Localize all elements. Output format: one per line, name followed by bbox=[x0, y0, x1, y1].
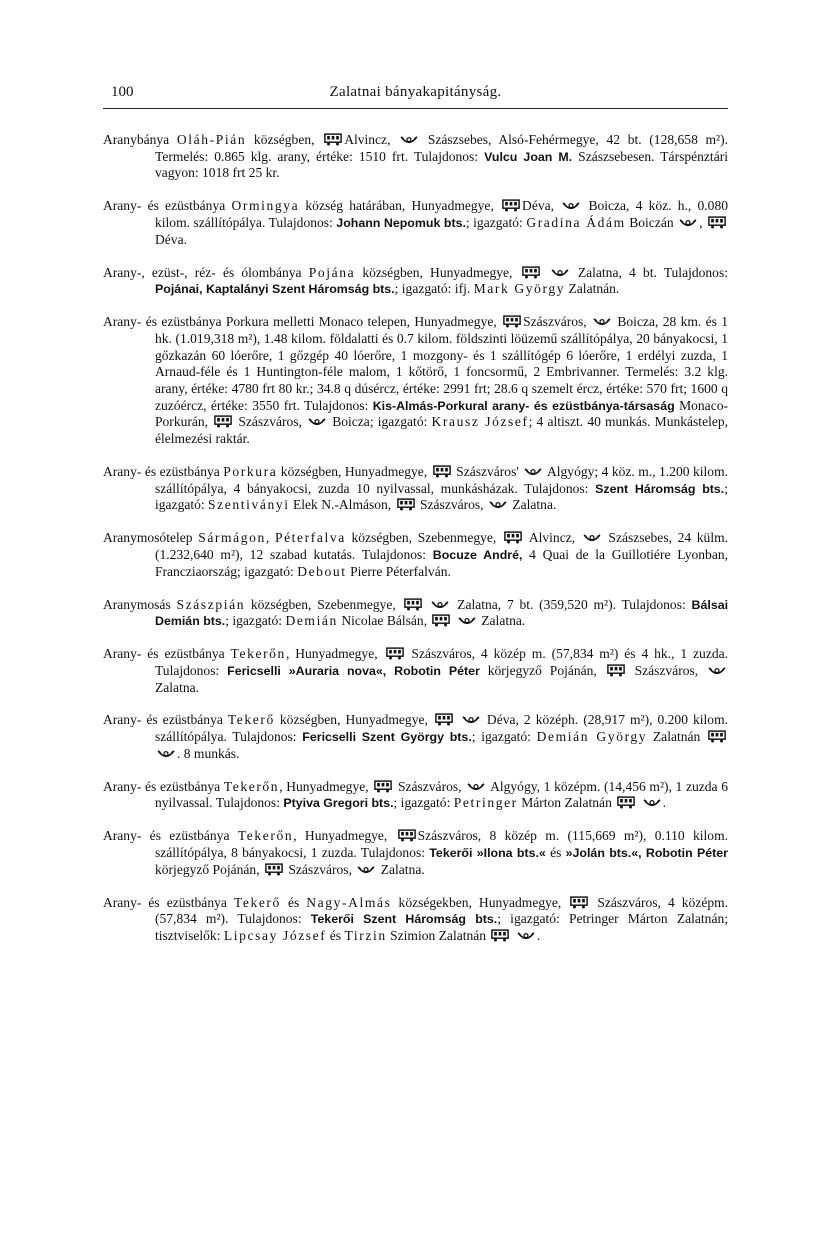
entry-text: , Hunyadmegye, bbox=[293, 828, 388, 844]
entry-lead: Arany- és ezüstbánya bbox=[103, 314, 222, 330]
entry-text: Zalatna, 4 bt. Tulajdonos: bbox=[577, 264, 728, 280]
entry-text: Szászváros, bbox=[419, 497, 484, 513]
entry-place: Ormingya bbox=[231, 198, 300, 214]
entry-person: Krausz József bbox=[431, 414, 529, 430]
entry-text: községben, Hunyadmegye, bbox=[279, 712, 428, 728]
entry-porkura bbox=[103, 464, 728, 514]
post-horn-icon bbox=[562, 201, 580, 212]
post-horn-icon bbox=[643, 798, 661, 809]
entry-text: . bbox=[536, 928, 541, 944]
entry-text: Boicza; igazgató: bbox=[332, 414, 428, 430]
entry-owner: Ptyiva Gregori bts. bbox=[283, 796, 394, 811]
entry-text: Szászváros, bbox=[523, 314, 587, 330]
entry-text: község határában, Hunyadmegye, bbox=[305, 198, 494, 214]
entry-text: Szimion Zalatnán bbox=[390, 928, 487, 944]
railway-station-icon bbox=[708, 730, 726, 743]
entry-lead: Arany- és ezüstbánya bbox=[103, 712, 223, 728]
entry-text: Zalatna, 7 bt. (359,520 m²). Tulajdonos: bbox=[457, 596, 686, 612]
entry-text: , Hunyadmegye, bbox=[285, 646, 378, 662]
entry-text: Alvincz, bbox=[528, 530, 576, 546]
entry-person: Petringer bbox=[453, 795, 518, 811]
entry-lead: Arany- és ezüstbánya bbox=[103, 464, 220, 479]
entry-person: Lipcsay József bbox=[223, 928, 327, 944]
post-horn-icon bbox=[467, 782, 485, 793]
entry-owner: »Jolán bts.«, Robotin Péter bbox=[565, 846, 728, 861]
entry-text: Szászváros, bbox=[397, 778, 462, 794]
page-header bbox=[103, 84, 728, 104]
entry-text: községekben, Hunyadmegye, bbox=[398, 894, 562, 910]
railway-station-icon bbox=[433, 465, 451, 478]
entry-szászpián bbox=[103, 597, 728, 630]
railway-station-icon bbox=[435, 713, 453, 726]
entry-text: Márton Zalatnán bbox=[521, 795, 612, 811]
entry-owner: Szent Háromság bts. bbox=[595, 481, 725, 496]
entry-pojána bbox=[103, 265, 728, 298]
entry-text: Szászsebesen. Társpénztári vagyon: 1018 frt 25 kr. bbox=[155, 148, 728, 181]
entry-text: Nicolae Bálsán, bbox=[341, 613, 428, 629]
entry-place: Sármágon bbox=[198, 530, 266, 546]
entry-place: Tekerőn bbox=[237, 828, 294, 844]
railway-station-icon bbox=[265, 863, 283, 876]
entry-lead: Arany- és ezüstbánya bbox=[103, 894, 227, 910]
entry-lead: Aranymosás bbox=[103, 596, 171, 612]
entry-text: ; igazgató: bbox=[471, 729, 531, 745]
entry-person: Demián György bbox=[536, 729, 648, 745]
entry-text: . bbox=[662, 795, 667, 811]
entry-text: Szászváros, bbox=[238, 414, 302, 430]
railway-station-icon bbox=[607, 664, 625, 677]
railway-station-icon bbox=[214, 415, 232, 428]
entry-text: Szászváros, bbox=[634, 662, 699, 678]
railway-station-icon bbox=[708, 216, 726, 229]
post-horn-icon bbox=[524, 467, 542, 478]
entry-person: Debout bbox=[297, 563, 347, 579]
entry-place: Oláh-Pián bbox=[176, 132, 247, 147]
entry-place: Nagy-Almás bbox=[306, 894, 392, 910]
entry-owner: Pojánai, Kaptalányi Szent Háromság bts. bbox=[155, 282, 395, 297]
entry-text: ; igazgató: bbox=[225, 613, 283, 629]
railway-station-icon bbox=[398, 829, 416, 842]
entry-text: ; igazgató: bbox=[465, 215, 523, 230]
entry-text: Zalatna. bbox=[155, 679, 200, 695]
entry-lead: Arany- és ezüstbánya bbox=[103, 198, 226, 214]
entry-tekerőn-4 bbox=[103, 828, 728, 878]
entry-text: Alvincz, bbox=[344, 132, 391, 147]
entry-text: községben, Szebenmegye, bbox=[250, 596, 396, 612]
entry-text: Szászsebes, Alsó-Fehérmegye, 42 bt. (128,658 m²). Termelés: 0.865 klg. arany, értéke: 1510 frt. Tulajdonos: bbox=[155, 132, 729, 164]
entry-text: Szászsebes, 24 külm. (1.232,640 m²), 12 szabad kutatás. Tulajdonos: bbox=[155, 530, 729, 562]
entry-place: Szászpián bbox=[176, 596, 246, 612]
post-horn-icon bbox=[431, 600, 449, 611]
entry-text: 4 Quai de la Guillotiére Lyonban, Francziaország; igazgató: bbox=[155, 547, 728, 579]
entry-text: és bbox=[287, 894, 300, 910]
railway-station-icon bbox=[522, 266, 540, 279]
post-horn-icon bbox=[400, 135, 418, 146]
entry-text: . 8 munkás. bbox=[177, 745, 240, 761]
entry-text: Zalatna. bbox=[380, 861, 425, 877]
entry-owner: Johann Nepomuk bts. bbox=[336, 216, 466, 230]
entry-tekerő-nagy-almás bbox=[103, 895, 728, 945]
entry-text: és bbox=[550, 845, 562, 861]
entry-text: Zalatnán. bbox=[568, 281, 620, 297]
entry-person: Tirzin bbox=[344, 928, 387, 944]
page-number: 100 bbox=[111, 84, 134, 100]
entry-lead: Arany- és ezüstbánya bbox=[103, 778, 221, 794]
entry-owner: Bálsai Demián bts. bbox=[155, 597, 729, 629]
entry-text: körjegyző Pojánán, bbox=[487, 662, 597, 678]
railway-station-icon bbox=[432, 614, 450, 627]
entry-text: Pierre Péterfalván. bbox=[350, 563, 451, 579]
entry-text: Elek N.-Almáson, bbox=[293, 497, 392, 513]
railway-station-icon bbox=[386, 647, 404, 660]
entry-text: Zalatnán bbox=[652, 729, 701, 745]
entry-lead: Aranybánya bbox=[103, 132, 170, 147]
entry-person: Gradina Ádám bbox=[526, 215, 626, 230]
railway-station-icon bbox=[570, 896, 588, 909]
entry-porkura-monaco bbox=[103, 314, 728, 448]
entry-text: Boiczán bbox=[629, 215, 674, 230]
entry-oláh-pián bbox=[103, 132, 728, 182]
entry-text: ; igazgató: Petringer Márton Zalatnán; tisztviselők: bbox=[155, 911, 728, 944]
entry-place: Porkura bbox=[225, 314, 269, 330]
entry-text: melletti Monaco telepen, Hunyadmegye, bbox=[273, 314, 497, 330]
post-horn-icon bbox=[458, 616, 476, 627]
entry-text: Szászváros, 4 középm. (57,834 m²). Tulajdonos: bbox=[155, 894, 729, 927]
header-rule bbox=[103, 108, 728, 109]
railway-station-icon bbox=[324, 133, 342, 146]
entry-ormingya bbox=[103, 198, 728, 248]
entry-text: Szászváros, bbox=[288, 861, 352, 877]
entry-person: Demián bbox=[285, 613, 338, 629]
entry-person: Szentiványi bbox=[208, 497, 290, 513]
entry-tekerőn-1 bbox=[103, 646, 728, 696]
entry-person: Mark György bbox=[473, 281, 566, 297]
entry-owner: Vulcu Joan M. bbox=[484, 149, 573, 164]
entry-place: Pojána bbox=[308, 264, 356, 280]
entry-place: Tekerőn bbox=[230, 646, 286, 662]
post-horn-icon bbox=[157, 749, 175, 760]
post-horn-icon bbox=[517, 931, 535, 942]
post-horn-icon bbox=[489, 500, 507, 511]
entry-place: Tekerő bbox=[227, 712, 275, 728]
entry-text: Algyógy, 1 középm. (14,456 m²), 1 zuzda 6 nyilvassal. Tulajdonos: bbox=[155, 778, 728, 811]
post-horn-icon bbox=[583, 533, 601, 544]
entry-text: községben, bbox=[253, 132, 315, 147]
post-horn-icon bbox=[708, 666, 726, 677]
railway-station-icon bbox=[502, 199, 520, 212]
entry-text: Déva, bbox=[522, 198, 555, 214]
entry-text: ; igazgató: ifj. bbox=[394, 281, 471, 297]
entry-owner: Kis-Almás-Porkural arany- és ezüstbánya-társaság bbox=[372, 398, 675, 413]
entry-text: , bbox=[699, 215, 706, 230]
post-horn-icon bbox=[462, 715, 480, 726]
entry-tekerő-2 bbox=[103, 712, 728, 762]
post-horn-icon bbox=[357, 865, 375, 876]
entry-text: Boicza, 4 köz. h., 0.080 kilom. szállítópálya. Tulajdonos: bbox=[155, 198, 728, 230]
railway-station-icon bbox=[503, 315, 521, 328]
entry-owner: Tekerői Szent Háromság bts. bbox=[310, 912, 498, 927]
entry-text: ; igazgató: bbox=[393, 795, 451, 811]
entry-owner: Fericselli »Auraria nova«, Robotin Péter bbox=[227, 663, 480, 678]
entry-text: körjegyző Pojánán, bbox=[155, 861, 260, 877]
entry-text: ; 4 altiszt. 40 munkás. Munkástelep, élelmezési raktár. bbox=[155, 414, 729, 447]
entry-text: és bbox=[329, 928, 342, 944]
entry-text: Déva. bbox=[155, 231, 187, 247]
railway-station-icon bbox=[617, 796, 635, 809]
railway-station-icon bbox=[397, 498, 415, 511]
entry-text: ; igazgató: bbox=[155, 480, 728, 513]
post-horn-icon bbox=[679, 218, 697, 229]
entry-tekerőn-3 bbox=[103, 779, 728, 812]
railway-station-icon bbox=[374, 780, 392, 793]
entry-text: , bbox=[265, 530, 275, 546]
entry-text: községben, Hunyadmegye, bbox=[280, 464, 428, 479]
entry-text: Szászváros, 4 közép m. (57,834 m²) és 4 hk., 1 zuzda. Tulajdonos: bbox=[155, 646, 729, 678]
post-horn-icon bbox=[593, 317, 611, 328]
entry-text: Monaco-Porkurán, bbox=[155, 397, 728, 430]
entry-lead: Arany- és ezüstbánya bbox=[103, 828, 230, 844]
entry-owner: Fericselli Szent György bts. bbox=[302, 730, 472, 745]
page-title: Zalatnai bányakapitányság. bbox=[329, 84, 502, 100]
entry-text: Szászváros, 8 közép m. (115,669 m²), 0.110 kilom. szállítópálya, 8 bányakocsi, 1 zuzda. Tulajdonos: bbox=[155, 828, 728, 861]
entry-lead: Arany- és ezüstbánya bbox=[103, 646, 225, 662]
entry-lead: Aranymosótelep bbox=[103, 530, 193, 546]
entry-owner: Bocuze André, bbox=[432, 548, 523, 562]
entry-text: , Hunyadmegye, bbox=[279, 778, 369, 794]
railway-station-icon bbox=[404, 598, 422, 611]
entry-place: Péterfalva bbox=[274, 530, 346, 546]
entry-place: Tekerő bbox=[233, 894, 281, 910]
entry-place: Tekerőn bbox=[223, 778, 280, 794]
entry-text: Algyógy; 4 köz. m., 1.200 kilom. szállítópálya, 4 bányakocsi, zuzda 10 nyilvassal, munkásházak. Tulajdonos: bbox=[155, 464, 728, 496]
railway-station-icon bbox=[504, 531, 522, 544]
post-horn-icon bbox=[551, 268, 569, 279]
post-horn-icon bbox=[308, 417, 326, 428]
entry-sármágon bbox=[103, 530, 728, 580]
entry-lead: Arany-, ezüst-, réz- és ólombánya bbox=[103, 264, 302, 280]
entry-text: Boicza, 28 km. és 1 hk. (1.019,318 m²), 1.48 kilom. földalatti és 0.7 kilom. földszinti löüzemű szállítópálya, 20 bányakocsi, 1 gőzkazán 60 lóerőre, 1 gőzgép 40 lóerőre, 1 mozgony- és 1 szállítógép 6 lóerőre, 1 erdélyi zuzda, 1 Arnaud-féle és 1 Huntington-féle malom, 1 kőtörő, 1 foncsormű, 2 Embrivanner. Termelés: 3.2 klg. arany, értéke: 4780 frt 80 kr.; 34.8 q dúsércz, értéke: 2991 frt; 28.6 q szemelt ércz, értéke: 570 frt; 1600 q zuzóércz, értéke: 3550 frt. Tulajdonos: bbox=[155, 314, 729, 413]
entries-list bbox=[103, 132, 728, 961]
entry-owner: Tekerői »Ilona bts.« bbox=[429, 846, 546, 861]
entry-text: Zalatna. bbox=[481, 613, 526, 629]
entry-text: Szászváros' bbox=[456, 464, 519, 479]
entry-text: Déva, 2 középh. (28,917 m²), 0.200 kilom. szállítópálya. Tulajdonos: bbox=[155, 712, 728, 745]
railway-station-icon bbox=[491, 929, 509, 942]
entry-text: községben, Hunyadmegye, bbox=[362, 264, 513, 280]
entry-place: Porkura bbox=[223, 464, 278, 479]
entry-text: községben, Szebenmegye, bbox=[351, 530, 497, 546]
entry-text: Zalatna. bbox=[512, 497, 557, 513]
